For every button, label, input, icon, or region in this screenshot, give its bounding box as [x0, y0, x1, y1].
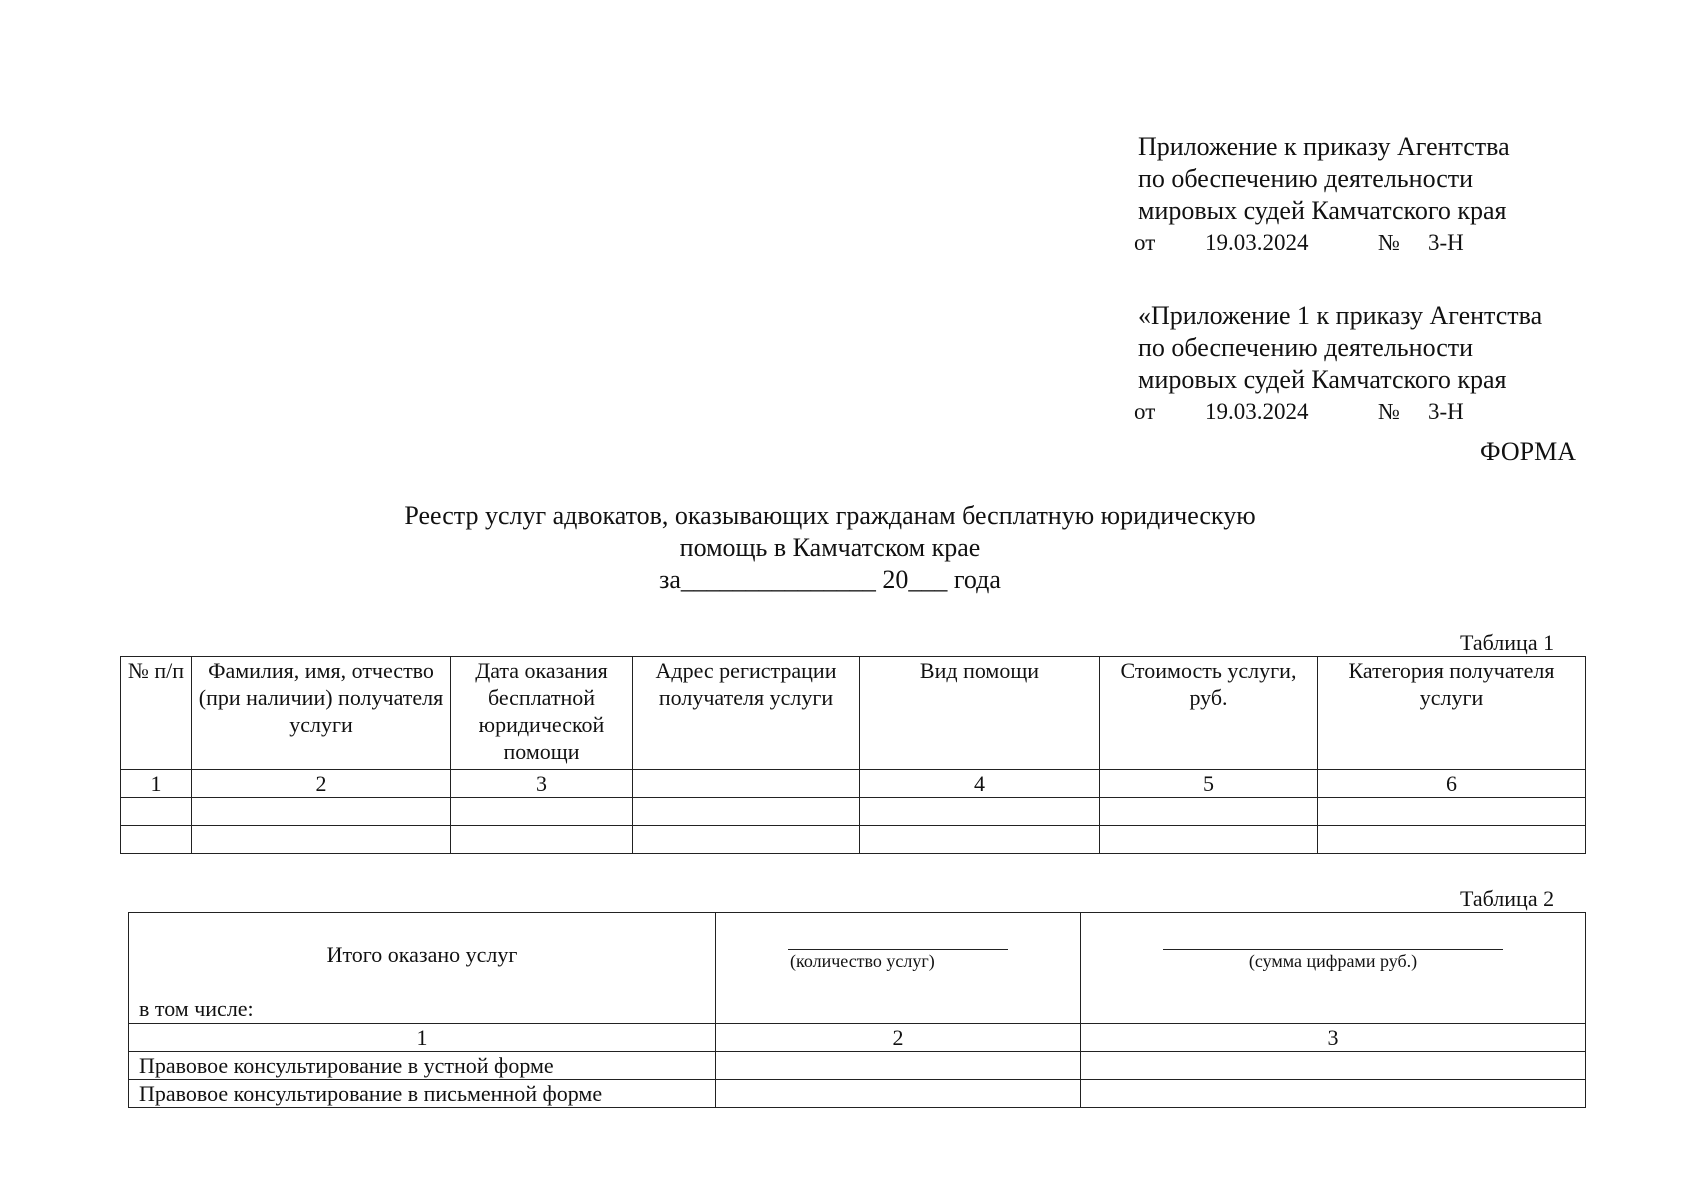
empty-cell	[860, 798, 1100, 826]
empty-cell	[451, 798, 633, 826]
empty-cell	[192, 826, 451, 854]
empty-cell	[1318, 798, 1586, 826]
including-label: в том числе:	[139, 996, 254, 1021]
table1-caption: Таблица 1	[1460, 630, 1555, 655]
col-number	[633, 770, 860, 798]
count-blank-line	[788, 913, 1008, 950]
table-row	[129, 1052, 1586, 1080]
col-number: 3	[1081, 1024, 1586, 1052]
table2-caption: Таблица 2	[1460, 886, 1555, 911]
col-number: 3	[451, 770, 633, 798]
col-header-address: Адрес регистрации получателя услуги	[633, 657, 860, 770]
order-reference-1	[1134, 131, 1510, 259]
col-number: 5	[1100, 770, 1318, 798]
header2-date: 19.03.2024	[1205, 399, 1309, 424]
header2-line-1: «Приложение 1 к приказу Агентства	[1138, 301, 1543, 330]
empty-cell	[1100, 798, 1318, 826]
empty-cell	[1081, 1080, 1586, 1108]
table2-numbering-row	[129, 1024, 1586, 1052]
total-services-label: Итого оказано услуг	[326, 942, 518, 967]
header2-from-label: от	[1134, 399, 1156, 424]
empty-cell	[121, 798, 192, 826]
header2-num: 3-Н	[1428, 399, 1464, 424]
col-number: 6	[1318, 770, 1586, 798]
table2-summary-row	[129, 913, 1586, 1024]
empty-cell	[1318, 826, 1586, 854]
empty-cell	[121, 826, 192, 854]
document-title	[300, 500, 1360, 596]
empty-cell	[716, 1080, 1081, 1108]
header2-line-3: мировых судей Камчатского края	[1138, 365, 1507, 394]
empty-cell	[1081, 1052, 1586, 1080]
empty-cell	[716, 1052, 1081, 1080]
header1-order-line	[1134, 227, 1510, 259]
empty-cell	[451, 826, 633, 854]
col-number: 2	[192, 770, 451, 798]
title-line-2: помощь в Камчатском крае	[679, 533, 981, 562]
header2-num-label: №	[1378, 399, 1400, 424]
col-header-cost: Стоимость услуги, руб.	[1100, 657, 1318, 770]
empty-cell	[192, 798, 451, 826]
header1-num: 3-Н	[1428, 230, 1464, 255]
col-header-help-type: Вид помощи	[860, 657, 1100, 770]
form-label: ФОРМА	[1480, 437, 1576, 466]
title-line-3: за_______________ 20___ года	[659, 565, 1001, 594]
col-number: 4	[860, 770, 1100, 798]
count-cell	[716, 913, 1081, 1024]
sum-cell	[1081, 913, 1586, 1024]
title-line-1: Реестр услуг адвокатов, оказывающих гражданам бесплатную юридическую	[404, 501, 1256, 530]
table1-header-row	[121, 657, 1586, 770]
header1-num-label: №	[1378, 230, 1400, 255]
col-header-full-name: Фамилия, имя, отчество (при наличии) получателя услуги	[192, 657, 451, 770]
service-type-oral: Правовое консультирование в устной форме	[129, 1052, 716, 1080]
sum-blank-line	[1163, 913, 1503, 950]
total-services-cell	[129, 913, 716, 1024]
empty-cell	[1100, 826, 1318, 854]
col-number: 1	[129, 1024, 716, 1052]
header1-line-1: Приложение к приказу Агентства	[1138, 132, 1510, 161]
order-reference-2	[1134, 300, 1543, 428]
header1-date: 19.03.2024	[1205, 230, 1309, 255]
table-row	[121, 826, 1586, 854]
header2-order-line	[1134, 396, 1542, 428]
col-header-date: Дата оказания бесплатной юридической помощи	[451, 657, 633, 770]
header2-line-2: по обеспечению деятельности	[1138, 333, 1474, 362]
header1-from-label: от	[1134, 230, 1156, 255]
services-summary-table	[128, 912, 1586, 1108]
table-row	[129, 1080, 1586, 1108]
col-number: 2	[716, 1024, 1081, 1052]
table1-numbering-row	[121, 770, 1586, 798]
header1-line-3: мировых судей Камчатского края	[1138, 196, 1507, 225]
services-register-table	[120, 656, 1586, 854]
empty-cell	[633, 798, 860, 826]
col-header-number: № п/п	[121, 657, 192, 770]
table-row	[121, 798, 1586, 826]
count-caption: (количество услуг)	[790, 951, 935, 971]
col-header-category: Категория получателя услуги	[1318, 657, 1586, 770]
empty-cell	[860, 826, 1100, 854]
service-type-written: Правовое консультирование в письменной форме	[129, 1080, 716, 1108]
col-number: 1	[121, 770, 192, 798]
sum-caption: (сумма цифрами руб.)	[1248, 951, 1418, 971]
empty-cell	[633, 826, 860, 854]
header1-line-2: по обеспечению деятельности	[1138, 164, 1474, 193]
